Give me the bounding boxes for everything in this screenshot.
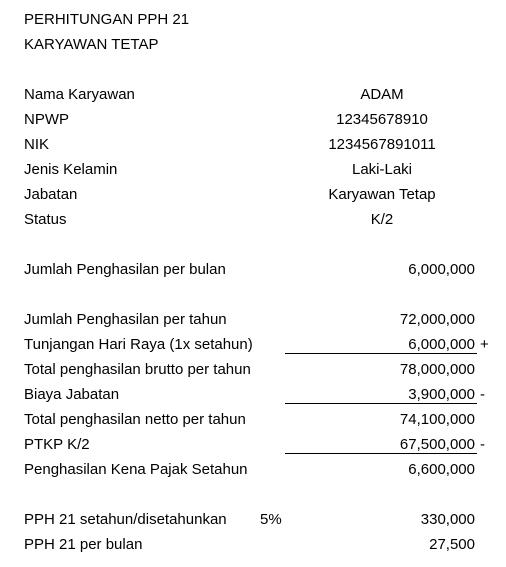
taxable-income-label: Penghasilan Kena Pajak Setahun — [24, 461, 248, 478]
employee-name-value: ADAM — [360, 86, 404, 103]
employee-name-row — [0, 82, 506, 107]
npwp-row — [0, 107, 506, 132]
gender-label: Jenis Kelamin — [24, 161, 118, 178]
tax-rate: 5% — [260, 511, 282, 528]
gender-value: Laki-Laki — [351, 161, 413, 178]
thr-row — [0, 332, 506, 357]
annual-tax-value: 330,000 — [420, 511, 475, 528]
page-title: PERHITUNGAN PPH 21 — [24, 11, 190, 28]
annual-income-label: Jumlah Penghasilan per tahun — [24, 311, 227, 328]
status-row — [0, 207, 506, 232]
monthly-tax-row — [0, 532, 506, 557]
annual-income-row — [0, 307, 506, 332]
gross-income-value: 78,000,000 — [399, 361, 475, 378]
position-cost-value: 3,900,000 — [408, 386, 475, 403]
position-cost-label: Biaya Jabatan — [24, 386, 120, 403]
position-row — [0, 182, 506, 207]
status-label: Status — [24, 211, 67, 228]
subtract-underline — [285, 453, 477, 454]
subtract-underline — [285, 403, 477, 404]
monthly-income-value: 6,000,000 — [408, 261, 475, 278]
annual-income-value: 72,000,000 — [399, 311, 475, 328]
nik-value: 1234567891011 — [328, 136, 436, 153]
status-value: K/2 — [370, 211, 394, 228]
position-value: Karyawan Tetap — [328, 186, 436, 203]
minus-operator: - — [480, 386, 485, 403]
title-row — [0, 7, 506, 32]
taxable-income-value: 6,600,000 — [408, 461, 475, 478]
page-subtitle: KARYAWAN TETAP — [24, 36, 159, 53]
net-income-row — [0, 407, 506, 432]
npwp-label: NPWP — [24, 111, 69, 128]
plus-operator: + — [480, 336, 489, 353]
monthly-income-row — [0, 257, 506, 282]
nik-row — [0, 132, 506, 157]
net-income-value: 74,100,000 — [399, 411, 475, 428]
gender-row — [0, 157, 506, 182]
net-income-label: Total penghasilan netto per tahun — [24, 411, 246, 428]
thr-label: Tunjangan Hari Raya (1x setahun) — [24, 336, 253, 353]
monthly-income-label: Jumlah Penghasilan per bulan — [24, 261, 226, 278]
taxable-income-row — [0, 457, 506, 482]
ptkp-label: PTKP K/2 — [24, 436, 90, 453]
position-cost-row — [0, 382, 506, 407]
ptkp-row — [0, 432, 506, 457]
nik-label: NIK — [24, 136, 50, 153]
annual-tax-label: PPH 21 setahun/disetahunkan — [24, 511, 227, 528]
sum-underline — [285, 353, 477, 354]
annual-tax-row — [0, 507, 506, 532]
thr-value: 6,000,000 — [408, 336, 475, 353]
monthly-tax-label: PPH 21 per bulan — [24, 536, 143, 553]
monthly-tax-value: 27,500 — [429, 536, 475, 553]
npwp-value: 12345678910 — [336, 111, 428, 128]
position-label: Jabatan — [24, 186, 78, 203]
gross-income-row — [0, 357, 506, 382]
gross-income-label: Total penghasilan brutto per tahun — [24, 361, 251, 378]
ptkp-value: 67,500,000 — [399, 436, 475, 453]
employee-name-label: Nama Karyawan — [24, 86, 135, 103]
subtitle-row — [0, 32, 506, 57]
minus-operator: - — [480, 436, 485, 453]
